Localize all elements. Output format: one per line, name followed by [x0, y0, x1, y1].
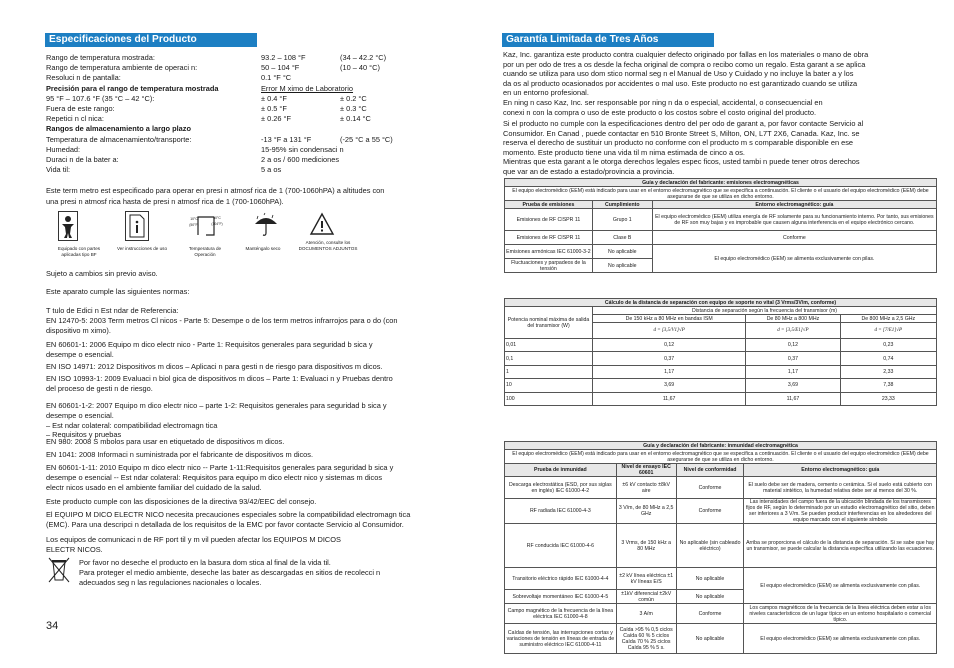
- icon-caption: Temperatura de Operación: [188, 246, 222, 257]
- paragraph-line: dispositivo m ximo).: [46, 325, 111, 335]
- table-cell: Caída >95 % 0,5 ciclos Caída 60 % 5 ciclos Caída 70 % 25 ciclos Caída 95 % 5 s.: [616, 624, 676, 654]
- table-cell: No aplicable (sin cableado eléctrico): [676, 524, 744, 568]
- table-intro: El equipo electromédico (EEM) está indicado para usar en el entorno electromagnético que se especifica a continuación. El cliente o el usuario del equipo electromédico (EEM) debe asegurarse de que se utiliza en dicho entorno.: [505, 450, 937, 464]
- paragraph-line: desempe o esencial -- Est ndar colateral: Requisitos para equipo m dico electr nico y sistemas m dicos: [46, 472, 383, 482]
- crossed-out-bin-icon: [46, 556, 72, 584]
- table-cell: Conforme: [676, 477, 744, 499]
- paragraph-line: del proceso de gesti n de riesgo.: [46, 383, 153, 393]
- body-line: una presi n atmosf rica hasta de presi n atmosf rica de 1 (700-1060hPA).: [46, 197, 284, 206]
- paragraph-line: desempe o esencial.: [46, 410, 114, 420]
- table-cell: El equipo electromédico (EEM) se alimenta exclusivamente con pilas.: [744, 568, 937, 604]
- table-title: Guía y declaración del fabricante: emisiones electromagnéticas: [505, 179, 937, 187]
- spec-value: Error M ximo de Laboratorio: [261, 83, 354, 93]
- table-row: [505, 450, 937, 464]
- table-header-row: [505, 464, 937, 477]
- table-cell: El suelo debe ser de madera, cemento o cerámica. Si el suelo está cubierto con material sintético, la humedad relativa debe ser al menos del 30 %.: [744, 477, 937, 499]
- emissions-table: [504, 178, 937, 273]
- table-row: [505, 231, 937, 245]
- table-cell: 11,67: [593, 392, 746, 405]
- spec-value-metric: ± 0.14 °C: [340, 114, 371, 124]
- table-cell: Emisiones de RF CISPR 11: [505, 209, 593, 231]
- table-cell: Conforme: [676, 604, 744, 624]
- table-cell: 7,38: [840, 379, 936, 392]
- section-header-warranty: Garantía Limitada de Tres Años: [502, 33, 714, 47]
- table-cell: Campo magnético de la frecuencia de la línea eléctrica IEC 61000-4-8: [505, 604, 617, 624]
- paragraph-line: en un entorno profesional.: [503, 88, 589, 98]
- spec-value: ± 0.5 °F: [261, 104, 287, 113]
- table-cell: Emisiones armónicas IEC 61000-3-2: [505, 245, 593, 259]
- spec-label: Fuera de este rango:: [46, 104, 115, 113]
- spec-label: Humedad:: [46, 144, 81, 154]
- column-group-header: Distancia de separación según la frecuencia del transmisor (m): [593, 307, 937, 315]
- immunity-table: [504, 441, 937, 654]
- table-cell: 3 Vrms, de 150 kHz a 80 MHz: [616, 524, 676, 568]
- paragraph-line: EN 12470-5: 2003 Term metros Cl nicos - Parte 5: Desempe o de los term metros infrarrojos para o do (con: [46, 315, 398, 325]
- table-cell: Descarga electrostática (ESD, por sus siglas en inglés) IEC 61000-4-2: [505, 477, 617, 499]
- table-cell: No aplicable: [592, 259, 652, 273]
- table-row: [505, 568, 937, 590]
- table-cell: 0,12: [746, 339, 840, 352]
- spec-value: 15-95% sin condensaci n: [261, 144, 344, 154]
- table-cell: 23,33: [840, 392, 936, 405]
- warning-triangle-icon: [309, 212, 335, 236]
- table-cell: Conforme: [652, 231, 936, 245]
- table-cell: Arriba se proporciona el cálculo de la distancia de separación. Si se sabe que hay un transmisor, se puede calcular la distancia específica utilizando las ecuaciones.: [744, 524, 937, 568]
- table-cell: RF radiada IEC 61000-4-3: [505, 499, 617, 524]
- spec-value: -13 °F a 131 °F: [261, 134, 312, 144]
- paragraph-line: EN 980: 2008 S mbolos para usar en etiquetado de dispositivos m dicos.: [46, 437, 285, 446]
- paragraph-line: EN 1041: 2008 Informaci n suministrada por el fabricante de dispositivos m dicos.: [46, 450, 314, 459]
- spec-value: 93.2 – 108 °F: [261, 53, 306, 62]
- instructions-icon: [125, 211, 149, 241]
- table-cell: 0,74: [840, 352, 936, 365]
- table-cell: 11,67: [746, 392, 840, 405]
- column-header: Nivel de conformidad: [676, 464, 744, 477]
- icon-caption: Atención, consulte los DOCUMENTOS ADJUNTOS: [298, 240, 358, 251]
- table-row: [505, 245, 937, 259]
- table-cell: 3,69: [746, 379, 840, 392]
- table-cell: 0,12: [593, 339, 746, 352]
- table-cell: 3 A/m: [616, 604, 676, 624]
- table-cell: Conforme: [676, 499, 744, 524]
- table-title-row: [505, 299, 937, 307]
- table-header-row: [505, 201, 937, 209]
- table-cell: 0,37: [746, 352, 840, 365]
- table-row: [505, 392, 937, 405]
- table-cell: 0,1: [505, 352, 593, 365]
- spec-value: 0.1 °F °C: [261, 73, 292, 83]
- formula-cell: d = [3,5/V1]√P: [593, 323, 746, 339]
- paragraph-line: Mientras que esta garant a le otorga derechos legales espec ficos, usted tambi n puede tener otros derechos: [503, 157, 860, 166]
- paragraph-line: EN ISO 14971: 2012 Dispositivos m dicos – Aplicaci n para gesti n de riesgo para dispositivos m dicos.: [46, 362, 383, 371]
- formula-cell: d = [7/E1]√P: [840, 323, 936, 339]
- table-cell: 1,17: [746, 365, 840, 378]
- table-cell: No aplicable: [676, 624, 744, 654]
- paragraph-line: EN ISO 10993-1: 2009 Evaluaci n biol gica de dispositivos m dicos – Parte 1: Evaluaci n y Pruebas dentro: [46, 374, 393, 383]
- table-cell: 0,23: [840, 339, 936, 352]
- table-cell: El equipo electromédico (EEM) se alimenta exclusivamente con pilas.: [652, 245, 936, 273]
- table-cell: No aplicable: [676, 568, 744, 590]
- table-cell: 3,69: [593, 379, 746, 392]
- column-header: De 800 MHz a 2,5 GHz: [840, 315, 936, 323]
- spec-value: 50 – 104 °F: [261, 63, 300, 73]
- disposal-line: adecuados seg n las regulaciones nacionales o locales.: [79, 578, 262, 587]
- spec-value-metric: (10 – 40 °C): [340, 63, 380, 73]
- paragraph-line: electr nicos usado en el ambiente familiar del cuidado de la salud.: [46, 482, 262, 492]
- paragraph-line: (EMC). Para una descripci n detallada de los requisitos de la EMC por favor contacte Servicio al Consumidor.: [46, 519, 404, 529]
- spec-label: Repetici n cl nica:: [46, 114, 104, 124]
- table-row: [505, 209, 937, 231]
- table-cell: 1,17: [593, 365, 746, 378]
- spec-label: Rangos de almacenamiento a largo plazo: [46, 124, 191, 134]
- table-row: [505, 499, 937, 524]
- paragraph-line: desempe o esencial.: [46, 349, 114, 359]
- operating-temperature-icon: 10°C (50°F) 40°C (104°F): [188, 211, 224, 239]
- table-row: [505, 187, 937, 201]
- table-cell: 2,33: [840, 365, 936, 378]
- table-cell: El equipo electromédico (EEM) se alimenta exclusivamente con pilas.: [744, 624, 937, 654]
- table-row: [505, 365, 937, 378]
- table-title: Guía y declaración del fabricante: inmunidad electromagnética: [505, 442, 937, 450]
- table-row: [505, 624, 937, 654]
- column-header: Prueba de inmunidad: [505, 464, 617, 477]
- table-cell: Sobrevoltaje momentáneo IEC 61000-4-5: [505, 590, 617, 604]
- table-row: [505, 307, 937, 315]
- table-cell: Transitorio eléctrico rápido IEC 61000-4-4: [505, 568, 617, 590]
- spec-label: Duraci n de la bater a:: [46, 155, 119, 164]
- paragraph-line: Kaz, Inc. garantiza este producto contra cualquier defecto originado por fallas en los materiales o mano de obra: [503, 50, 869, 59]
- spec-label: Resoluci n de pantalla:: [46, 73, 121, 83]
- icon-caption: Manténgalo seco: [245, 246, 281, 251]
- paragraph-line: da os al producto ocasionados por accidentes o mal uso. Este producto no est garantizado cuando se utiliza: [503, 78, 858, 88]
- paragraph-line: momento. Este producto tiene una vida til m nima estimada de cinco a os.: [503, 147, 745, 157]
- paragraph-line: Consumidor. En Canad , puede contactar en 510 Bronte Street S, Milton, ON, L7T 2X6, Canada. Kaz, Inc. se: [503, 128, 860, 138]
- spec-value: 2 a os / 600 mediciones: [261, 155, 340, 164]
- table-cell: No aplicable: [592, 245, 652, 259]
- body-line: Este term metro est especificado para operar en presi n atmosf rica de 1 (700-1060hPA) a altitudes con: [46, 186, 385, 195]
- table-row: [505, 524, 937, 568]
- table-cell: 0,37: [593, 352, 746, 365]
- icon-caption: Ver instrucciones de uso: [116, 246, 168, 251]
- table-row: [505, 379, 937, 392]
- table-title-row: [505, 442, 937, 450]
- keep-dry-umbrella-icon: [253, 212, 279, 238]
- table-cell: 0,01: [505, 339, 593, 352]
- separation-distance-table: [504, 298, 937, 406]
- spec-label: Rango de temperatura ambiente de operaci n:: [46, 63, 198, 73]
- column-header: Prueba de emisiones: [505, 201, 593, 209]
- table-cell: 10: [505, 379, 593, 392]
- paragraph-line: EN 60601-1-11: 2010 Equipo m dico electr nico -- Parte 1-11:Requisitos generales para seguridad b sica y: [46, 463, 394, 472]
- spec-value: ± 0.26 °F: [261, 114, 292, 124]
- table-cell: ±2 kV línea eléctrica ±1 kV líneas E/S: [616, 568, 676, 590]
- table-cell: ±1kV diferencial ±2kV común: [616, 590, 676, 604]
- paragraph-line: Este producto cumple con las disposiciones de la directiva 93/42/EEC del consejo.: [46, 497, 317, 506]
- table-cell: 3 V/m, de 80 MHz a 2,5 GHz: [616, 499, 676, 524]
- table-cell: Los campos magnéticos de la frecuencia de la línea eléctrica deben estar a los niveles característicos de un lugar típico en un entorno hospitalario o comercial típico.: [744, 604, 937, 624]
- paragraph-line: – Est ndar colateral: compatibilidad electromagn tica: [46, 420, 218, 430]
- table-cell: Grupo 1: [592, 209, 652, 231]
- spec-label: Rango de temperatura mostrada:: [46, 53, 155, 62]
- section-header-specifications: Especificaciones del Producto: [45, 33, 257, 47]
- disposal-line: Para proteger el medio ambiente, deseche las bater as descargadas en sitios de recolecci n: [79, 568, 381, 577]
- column-header: Entorno electromagnético: guía: [744, 464, 937, 477]
- table-row: [505, 352, 937, 365]
- paragraph-line: ELECTR NICOS.: [46, 544, 103, 554]
- table-cell: 1: [505, 365, 593, 378]
- table-title-row: [505, 179, 937, 187]
- paragraph-line: por un per odo de tres a os desde la fecha original de compra o recibo como un regalo. Esta garant a se aplica: [503, 59, 866, 69]
- icon-caption: Equipado con partes aplicadas tipo BF: [57, 246, 101, 257]
- paragraph-line: Este aparato cumple las siguientes normas:: [46, 287, 190, 296]
- paragraph-line: T tulo de Edici n Est ndar de Referencia:: [46, 306, 179, 315]
- table-cell: ±6 kV contacto ±8kV aire: [616, 477, 676, 499]
- table-cell: RF conducida IEC 61000-4-6: [505, 524, 617, 568]
- table-cell: El equipo electromédico (EEM) utiliza energía de RF solamente para su funcionamiento interno. Por tanto, sus emisiones de RF son muy bajas y es improbable que causen alguna interferencia en el equipo electrónico cercano.: [652, 209, 936, 231]
- type-bf-applied-part-icon: [58, 211, 78, 241]
- table-cell: 100: [505, 392, 593, 405]
- table-cell: No aplicable: [676, 590, 744, 604]
- spec-label: 95 °F – 107.6 °F (35 °C – 42 °C):: [46, 93, 155, 103]
- column-header: Cumplimiento: [592, 201, 652, 209]
- spec-value: ± 0.4 °F: [261, 93, 287, 103]
- spec-value: 5 a os: [261, 165, 282, 175]
- column-header: De 150 kHz a 80 MHz en bandas ISM: [593, 315, 746, 323]
- table-cell: Fluctuaciones y parpadeos de la tensión: [505, 259, 593, 273]
- spec-value-metric: (34 – 42.2 °C): [340, 53, 387, 62]
- paragraph-line: EN 60601-1-2: 2007 Equipo m dico electr nico – parte 1-2: Requisitos generales para seguridad b sica y: [46, 401, 387, 410]
- table-intro: El equipo electromédico (EEM) está indicado para usar en el entorno electromagnético que se especifica a continuación. El cliente o el usuario del equipo electromédico (EEM) debe asegurarse de que se utiliza en dicho entorno.: [505, 187, 937, 201]
- column-header: De 80 MHz a 800 MHz: [746, 315, 840, 323]
- table-cell: Clase B: [592, 231, 652, 245]
- spec-value-metric: (-25 °C a 55 °C): [340, 134, 393, 144]
- spec-value-metric: ± 0.2 °C: [340, 93, 367, 103]
- table-cell: Las intensidades del campo fuera de la ubicación blindada de los transmisores fijos de RF, según lo determinado por un estudio electromagnético del sitio, deben ser inferiores a 3 V/m. Se pueden producir interferencias en los alrededores del equipo marcado con el siguiente símbolo: [745, 499, 935, 523]
- paragraph-line: En ning n caso Kaz, Inc. ser responsable por ning n da o especial, accidental, o consecuencial en: [503, 98, 823, 107]
- spec-label: Precisión para el rango de temperatura mostrada: [46, 83, 219, 93]
- paragraph-line: que var an de estado a estado/provincia a provincia.: [503, 166, 675, 176]
- paragraph-line: reserva el derecho de sustituir un producto no conforme con el producto m s comparable disponible en ese: [503, 138, 854, 148]
- paragraph-line: Los equipos de comunicaci n de RF port til y m vil pueden afectar los EQUIPOS M DICOS: [46, 535, 341, 544]
- right-page: [477, 0, 954, 668]
- paragraph-line: conexi n con la compra o uso de este producto o los costos sobre el costo original del producto.: [503, 107, 817, 117]
- formula-cell: d = [3,5/E1]√P: [746, 323, 840, 339]
- paragraph-line: Si el producto no cumple con la especificaciones dentro del per odo de garant a, por favor contacte Servicio al: [503, 119, 864, 128]
- table-cell: Caídas de tensión, las interrupciones cortas y variaciones de tensión en líneas de entrada de suministro eléctrico IEC 61000-4-11: [505, 624, 617, 654]
- paragraph-line: cuando se utiliza para uso dom stico normal seg n el Manual de Uso y Cuidado y no incluye la bater a y los: [503, 69, 854, 79]
- paragraph-line: El EQUIPO M DICO ELECTR NICO necesita precauciones especiales sobre la compatibilidad electromagn tica: [46, 510, 411, 519]
- spec-value-metric: ± 0.3 °C: [340, 104, 367, 113]
- page-number: 34: [46, 620, 59, 632]
- spec-label: Vida til:: [46, 165, 71, 175]
- table-row: [505, 477, 937, 499]
- table-title: Cálculo de la distancia de separación con equipo de soporte no vital (3 Vrms/3V/m, conforme): [505, 299, 937, 307]
- column-header: Entorno electromagnético: guía: [652, 201, 936, 209]
- table-row: [505, 604, 937, 624]
- table-row: [505, 339, 937, 352]
- column-header: Potencia nominal máxima de salida del transmisor (W): [505, 307, 593, 339]
- paragraph-line: EN 60601-1: 2006 Equipo m dico electr nico - Parte 1: Requisitos generales para seguridad b sica y: [46, 340, 373, 349]
- paragraph-line: Sujeto a cambios sin previo aviso.: [46, 269, 158, 278]
- table-cell: Emisiones de RF CISPR 11: [505, 231, 593, 245]
- paragraph-line: – Requisitos y pruebas: [46, 430, 122, 440]
- disposal-line: Por favor no deseche el producto en la basura dom stica al final de la vida til.: [79, 558, 331, 567]
- spec-label: Temperatura de almacenamiento/transporte:: [46, 134, 192, 144]
- column-header: Nivel de ensayo IEC 60601: [616, 464, 676, 477]
